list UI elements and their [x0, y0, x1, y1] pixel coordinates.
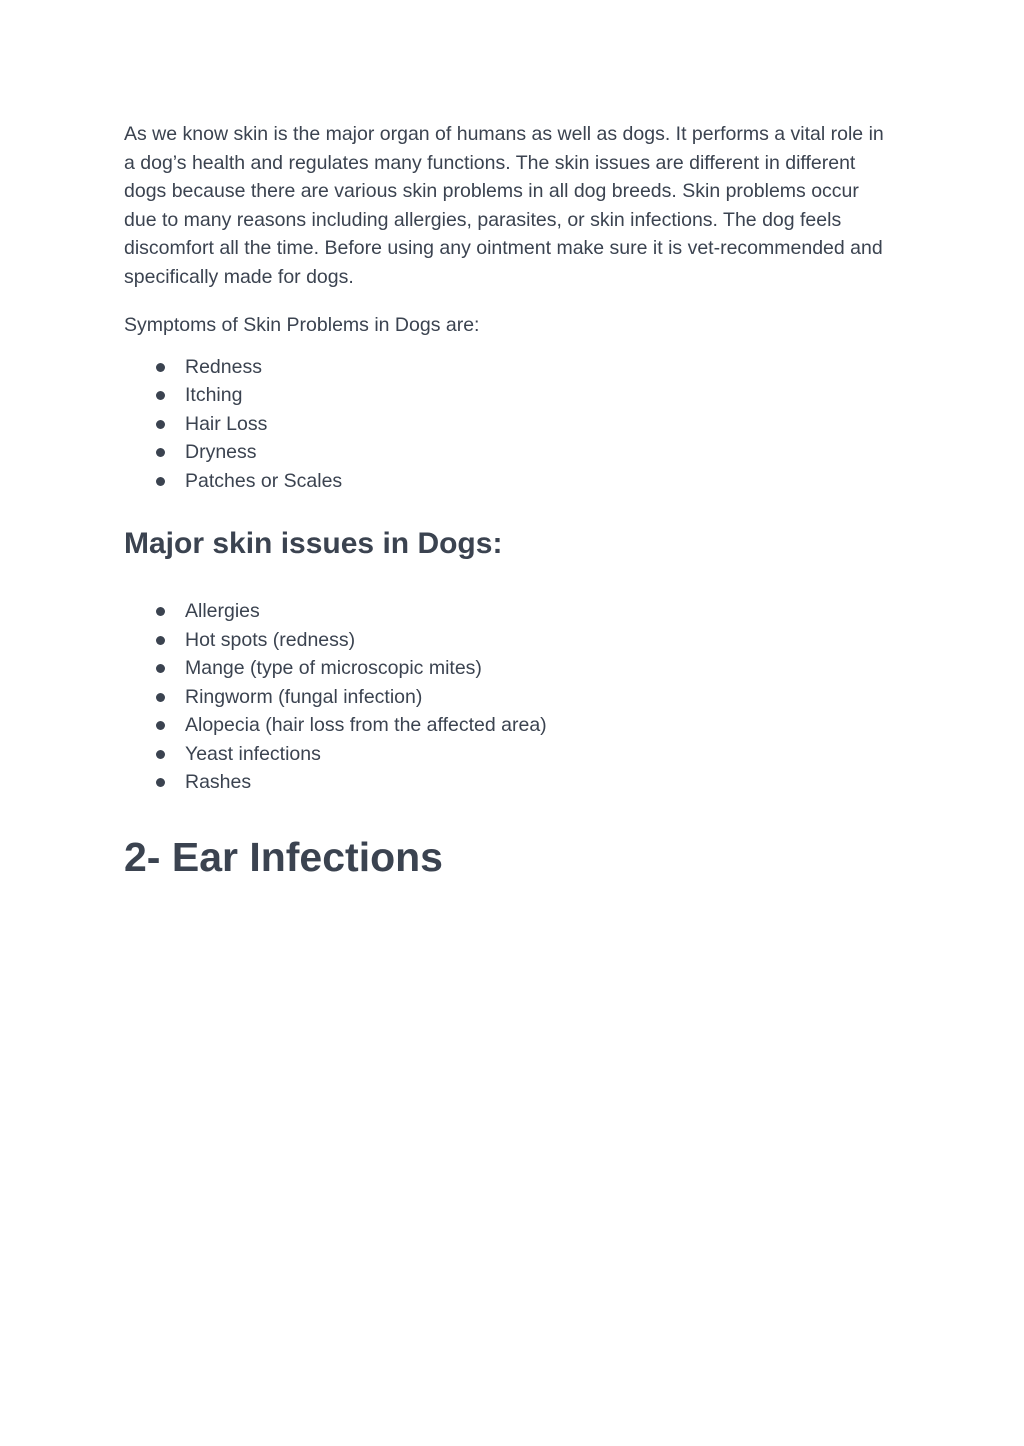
symptoms-list	[124, 353, 894, 496]
list-item	[124, 654, 894, 683]
bullet-icon	[156, 477, 165, 486]
list-item	[124, 467, 894, 496]
bullet-icon	[156, 448, 165, 457]
list-item	[124, 381, 894, 410]
bullet-icon	[156, 607, 165, 616]
list-item-text: Ringworm (fungal infection)	[185, 685, 423, 708]
bullet-icon	[156, 664, 165, 673]
bullet-icon	[156, 636, 165, 645]
list-item	[124, 711, 894, 740]
list-item	[124, 626, 894, 655]
list-item-text: Mange (type of microscopic mites)	[185, 657, 482, 679]
list-item	[124, 438, 894, 467]
ear-infections-heading: 2- Ear Infections	[124, 833, 443, 880]
document-page	[124, 120, 894, 882]
list-item-text: Yeast infections	[185, 742, 321, 765]
symptoms-lead: Symptoms of Skin Problems in Dogs are:	[124, 314, 480, 336]
list-item-text: Dryness	[185, 441, 257, 463]
list-item-text: Hot spots (redness)	[185, 628, 356, 651]
bullet-icon	[156, 721, 165, 730]
list-item-text: Redness	[185, 355, 262, 378]
bullet-icon	[156, 391, 165, 400]
list-item	[124, 740, 894, 769]
bullet-icon	[156, 363, 165, 372]
list-item	[124, 683, 894, 712]
list-item-text: Rashes	[185, 771, 252, 793]
list-item-text: Patches or Scales	[185, 469, 343, 492]
list-item-text: Allergies	[185, 600, 260, 622]
list-item-text: Itching	[185, 384, 243, 406]
intro-paragraph: As we know skin is the major organ of humans as well as dogs. It performs a vital role in a dog’s health and regulates many functions. The skin issues are different in different dogs because there are various skin problems in all dog breeds. Skin problems occur due to many reasons including allergies, parasites, or skin infections. The dog feels discomfort all the time. Before using any ointment make sure it is vet-recommended and specifically made for dogs.	[124, 123, 884, 288]
major-issues-heading: Major skin issues in Dogs:	[124, 527, 503, 560]
bullet-icon	[156, 778, 165, 787]
list-item	[124, 410, 894, 439]
list-item	[124, 597, 894, 626]
bullet-icon	[156, 750, 165, 759]
list-item	[124, 353, 894, 382]
bullet-icon	[156, 693, 165, 702]
bullet-icon	[156, 420, 165, 429]
major-issues-list	[124, 597, 894, 797]
list-item-text: Hair Loss	[185, 412, 268, 435]
list-item-text: Alopecia (hair loss from the affected area)	[185, 714, 547, 736]
list-item	[124, 768, 894, 797]
